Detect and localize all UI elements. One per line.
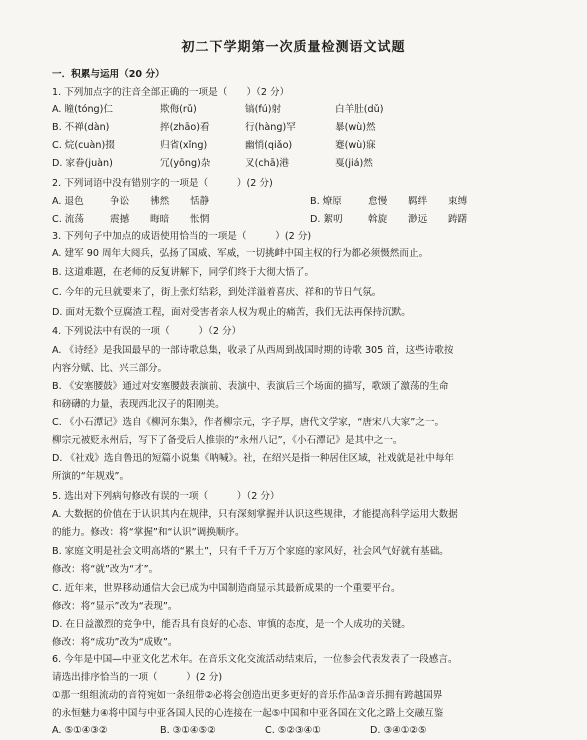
question-3-stem: 3. 下列句子中加点的成语使用恰当的一项是（ ）(2 分) xyxy=(52,231,312,242)
q3-option-d: D. 面对无数个豆腐渣工程，面对受害者亲人权为观止的痛苦，我们无法再保持沉默。 xyxy=(52,307,411,318)
q1-option: 蹇(wù)寐 xyxy=(335,140,376,151)
q6-option-b: B. ③①④⑤② xyxy=(160,725,216,736)
question-2-stem: 2. 下列词语中没有错别字的一项是（ ）(2 分) xyxy=(52,178,273,189)
q6-sentences-cont: 的永恒魅力④将中国与中亚各国人民的心连接在一起⑤中国和中亚各国在文化之路上交融互鉴 xyxy=(52,708,444,719)
q6-sentences: ①那一组组流动的音符宛如一条纽带②必将会创造出更多更好的音乐作品③音乐拥有跨越国界 xyxy=(52,690,443,701)
q2-option: A. 退色 xyxy=(52,196,84,207)
q6-option-a: A. ⑤①④③② xyxy=(52,725,108,736)
q5-option-d: D. 在日益激烈的竞争中，能否具有良好的心态、审慎的态度，是一个人成功的关键。 xyxy=(52,619,411,630)
q5-option-d-cont: 修改：将“成功”改为“成败”。 xyxy=(52,637,178,648)
question-5-stem: 5. 选出对下列病句修改有误的一项（ ）（2 分） xyxy=(52,491,280,502)
q2-word: 羁绊 xyxy=(408,196,428,207)
q5-option-c-cont: 修改：将“显示”改为“表现”。 xyxy=(52,601,178,612)
q4-option-c: C. 《小石潭记》选自《柳河东集》，作者柳宗元，字子厚，唐代文学家，“唐宋八大家”之一。 xyxy=(52,417,445,428)
q2-word: 晦暗 xyxy=(150,214,170,225)
q2-option: C. 流荡 xyxy=(52,214,84,225)
question-4-stem: 4. 下列说法中有误的一项（ ）（2 分） xyxy=(52,326,242,337)
q2-word: 恬静 xyxy=(190,196,210,207)
q1-option: 欺侮(rǔ) xyxy=(160,104,197,115)
q1-option: 归省(xǐng) xyxy=(160,140,208,151)
q2-word: 争讼 xyxy=(110,196,130,207)
q2-word: 斡旋 xyxy=(368,214,388,225)
q1-option: 镐(fú)射 xyxy=(245,104,282,115)
q6-option-d: D. ③④①②⑤ xyxy=(370,725,427,736)
q2-word: 怠慢 xyxy=(368,196,388,207)
page-title: 初二下学期第一次质量检测语文试题 xyxy=(181,40,406,55)
q1-option: 冗(yōng)杂 xyxy=(160,158,211,169)
q2-word: 震撼 xyxy=(110,214,130,225)
q4-option-b-cont: 和磅礴的力量，表现西北汉子的阳刚美。 xyxy=(52,399,225,410)
q5-option-b-cont: 修改：将“就”改为“才”。 xyxy=(52,564,159,575)
section-heading: 一．积累与运用（20 分） xyxy=(52,69,165,80)
q2-option: B. 燎原 xyxy=(310,196,342,207)
q4-option-a-cont: 内容分赋、比、兴三部分。 xyxy=(52,363,168,374)
q5-option-b: B. 家庭文明是社会文明高塔的“累土”，只有千千万万个家庭的家风好，社会风气好就有基础。 xyxy=(52,546,449,557)
question-1-stem: 1. 下列加点字的注音全部正确的一项是（ ）（2 分） xyxy=(52,87,290,98)
q5-option-a: A. 大数据的价值在于认识其内在规律，只有深刻掌握并认识这些规律，才能提高科学运用大数据 xyxy=(52,509,458,520)
q2-word: 怅惘 xyxy=(190,214,210,225)
q2-word: 束缚 xyxy=(448,196,468,207)
q1-option: 白羊肚(dǔ) xyxy=(335,104,384,115)
q2-word: 踌躇 xyxy=(448,214,468,225)
q1-option: 幽悄(qiǎo) xyxy=(245,140,293,151)
q6-option-c: C. ⑤②③④① xyxy=(265,725,321,736)
q3-option-c: C. 今年的元旦就要来了，街上张灯结彩，到处洋溢着喜庆、祥和的节日气氛。 xyxy=(52,287,382,298)
q1-option: B. 不禅(dàn) xyxy=(52,122,110,133)
q1-option: D. 家眷(juàn) xyxy=(52,158,113,169)
q5-option-c: C. 近年来，世界移动通信大会已成为中国制造商显示其最新成果的一个重要平台。 xyxy=(52,583,401,594)
q1-option: 叉(chā)港 xyxy=(245,158,289,169)
q4-option-d-cont: 所演的“年规戏”。 xyxy=(52,471,130,482)
q1-option: 捽(zhāo)看 xyxy=(160,122,210,133)
q4-option-c-cont: 柳宗元被贬永州后，写下了备受后人推崇的“永州八记”，《小石潭记》是其中之一。 xyxy=(52,435,403,446)
q1-option: A. 瞳(tóng)仁 xyxy=(52,104,113,115)
q3-option-b: B. 这道难题，在老师的反复讲解下，同学们终于大彻大悟了。 xyxy=(52,267,315,278)
q1-option: C. 烷(cuàn)掇 xyxy=(52,140,115,151)
q4-option-b: B. 《安塞腰鼓》通过对安塞腰鼓表演前、表演中、表演后三个场面的描写，歌颂了激荡的生命 xyxy=(52,381,449,392)
q1-option: 暴(wù)然 xyxy=(335,122,376,133)
q5-option-a-cont: 的能力。修改：将“掌握”和“认识”调换顺序。 xyxy=(52,527,245,538)
q4-option-d: D. 《社戏》选自鲁迅的短篇小说集《呐喊》。社，在绍兴是指一种居住区域，社戏就是社中每年 xyxy=(52,453,455,464)
q1-option: 行(hàng)罕 xyxy=(245,122,296,133)
q2-option: D. 絮叨 xyxy=(310,214,343,225)
q2-word: 彿然 xyxy=(150,196,170,207)
q1-option: 戛(jiá)然 xyxy=(335,158,373,169)
q4-option-a: A. 《诗经》是我国最早的一部诗歌总集，收录了从西周到战国时期的诗歌 305 首，这些诗歌按 xyxy=(52,345,454,356)
question-6-stem-cont: 请选出排序恰当的一项（ ）(2 分) xyxy=(52,672,223,683)
q2-word: 渺远 xyxy=(408,214,428,225)
q3-option-a: A. 建军 90 周年大阅兵，弘扬了国威、军威，一切挑衅中国主权的行为都必须慑然而止。 xyxy=(52,248,429,259)
question-6-stem: 6. 今年是中国—中亚文化艺术年。在音乐文化交流活动结束后，一位参会代表发表了一段感言。 xyxy=(52,654,458,665)
